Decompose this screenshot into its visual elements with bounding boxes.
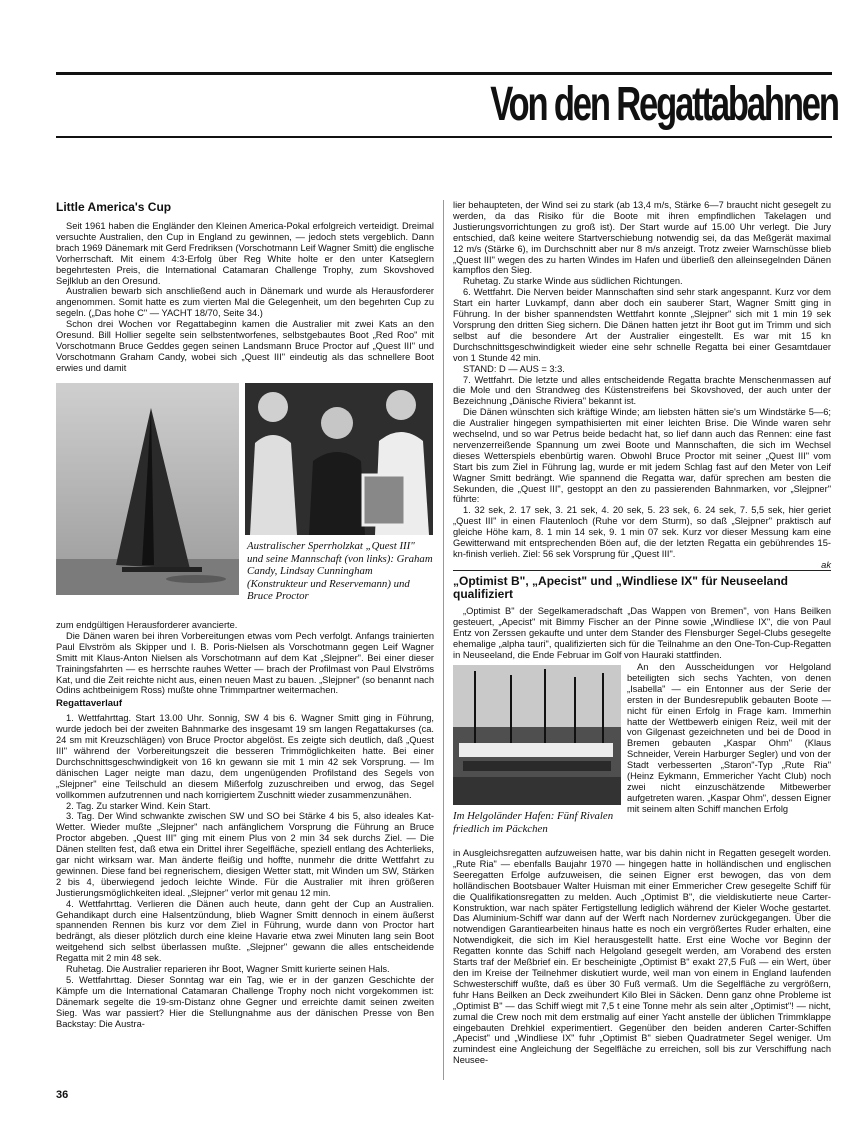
article2-side-column <box>627 662 831 815</box>
article2-title: „Optimist B", „Apecist" und „Windliese IX" für Neuseeland qualifiziert <box>453 574 789 601</box>
article1-paragraph: Australien bewarb sich anschließend auch in Dänemark und wurde als Herausforderer angenommen. Somit hatte es zum vierten Mal die Gelegenheit, um den begehrten Cup zu segeln. („Das hohe C" — YACHT 18/70, Seite 34.) <box>56 286 434 319</box>
masthead-rule-top <box>56 72 832 75</box>
article1-continued-column <box>453 200 831 571</box>
continued-paragraph: STAND: D — AUS = 3:3. <box>463 363 565 374</box>
column-divider <box>443 200 444 1080</box>
article1-paragraph: Die Dänen waren bei ihren Vorbereitungen etwas vom Pech verfolgt. Anfangs trainierten Paul Elvström als Skipper und I. B. Poris-Nielsen als Vorschotmann gegen Leif Wagner Smitt mit Klaus-Anton Nielsen als Vorschotmann auf dem Kat „Slejpner". Bei einer dieser Trainingsfahrten — es herrschte rauhes Wetter — brach der Profilmast von Paul Elvströms Kat, und die Zeit reichte nicht aus, einen neuen Mast zu bauen. „Slejpner" (so benannt nach Odins achtbeinigem Ross) mußte ohne Trimmpartner weitermachen. <box>56 630 434 696</box>
crew-portrait-photo <box>245 383 433 535</box>
article2-paragraph: „Optimist B" der Segelkameradschaft „Das Wappen von Bremen", von Hans Beilken gesteuert, „Apecist" mit Bimmy Fischer an der Pinne sowie „Windliese IX", die von Paul Entz von Zerssen gekaufte und unter dem Stander des Flensburger Segel-Clubs gesegelte ehemalige „alpha tauri", qualifizierten sich für die Teilnahme an den One-Ton-Cup-Regatten in Neuseeland, die Ende Februar im Golf von Hauraki stattfinden. <box>453 606 831 660</box>
article1-paragraph: Seit 1961 haben die Engländer den Kleinen America-Pokal erfolgreich verteidigt. Dreimal versuchte Australien, den Cup in England zu gewinnen, — jedoch stets vergeblich. Dann brach 1969 Dänemark mit Gerd Fredriksen (Vorschotmann Leif Wagner Smitt) die englische Vorherrschaft. Mit einem 4:3-Erfolg über Reg White holte er den unter Katseglern begehrtesten Preis, die International Catamaran Challenge Trophy, zum Skovshoved Sejlklub an den Oresund. <box>56 221 434 286</box>
catamaran-sailing-photo <box>56 383 239 595</box>
continued-paragraph: Ruhetag. Zu starke Winde aus südlichen Richtungen. <box>463 276 683 287</box>
helgoland-harbour-photo <box>453 665 621 805</box>
article1-photo-caption: Australischer Sperrholzkat „Quest III" und seine Mannschaft (von links): Graham Candy, Lindsay Cunningham (Konstrukteur und Reservemann) und Bruce Proctor <box>247 540 433 602</box>
continued-paragraph: Die Dänen wünschten sich kräftige Winde; am liebsten hätten sie's um Windstärke 5—6; die Australier hingegen sympathisierten mit einer leichten Brise. Die Winde waren sehr wechselnd, und so war Petrus beide bedacht hat, so lief dann auch das Rennen: eine fast nervenzerreißende Spannung um zwei Boote und Mannschaften, die sich im Wechsel dieses Wetterspiels ebenbürtig waren. Obwohl Bruce Proctor mit seiner „Quest III" vom Start bis zum Ziel in Führung lag, wurde er mit jedem Schlag fast auf den Meter von Leif Wagner Smitt bedrängt. Wie spannend die Regatta war, dafür sprechen am besten die Sekunden, die „Quest III", gestoppt an den zu passierenden Bahnmarken, vor „Slejpner" führte: <box>453 407 831 505</box>
race-paragraph: Ruhetag. Die Australier reparieren ihr Boot, Wagner Smitt kurierte seinen Hals. <box>66 964 390 975</box>
page-number: 36 <box>56 1089 69 1101</box>
article1-paragraph: Schon drei Wochen vor Regattabeginn kamen die Australier mit zwei Kats an den Oresund. Bill Hollier segelte sein selbstentworfenes, selbstgebautes Boot „Red Roo" mit Vorschotmann Bruce Geddes gegen seinen Landsmann Bruce Proctor auf „Quest III" und Vorschotmann Graham Candy, wobei sich „Quest III" eindeutig als das schnellere Boot erwies und damit <box>56 319 434 373</box>
continued-paragraph: 7. Wettfahrt. Die letzte und alles entscheidende Regatta brachte Menschenmassen auf die Mole und den Strandweg des Küstenstreifens bei Skovshoved, der auch unter der Bezeichnung „Dänische Riviera" bekannt ist. <box>453 374 831 407</box>
continued-paragraph: lier behaupteten, der Wind sei zu stark (ab 13,4 m/s, Stärke 6—7 braucht nicht gesegelt zu werden, da das Risiko für die Boote mit ihren empfindlichen Takelagen und Justierungsvorrichtungen zu groß ist). Der Start wurde auf 15.00 Uhr verlegt. Die Jury entschied, daß keine weitere Startverschiebung notwendig sei, da das Meßgerät maximal 12 m/s (Stärke 6), im Durchschnitt aber nur 8 m/s anzeigt. Trotz zweier Warnschüsse blieb „Quest III" wegen des zu harten Windes im Hafen und überließ den alleinsegelnden Dänen kampflos den Sieg. <box>453 200 831 276</box>
continued-paragraph: 1. 32 sek, 2. 17 sek, 3. 21 sek, 4. 20 sek, 5. 23 sek, 6. 24 sek, 7. 5,5 sek, hier geriet „Quest III" in einen Flautenloch (Ruhe vor dem Sturm), so daß „Slejpner" praktisch auf gleiche Höhe kam, 8. 1 min 14 sek, 9. 1 min 07 sek. Kurz vor dieser Messung kam eine Gewitterwand mit entsprechenden Böen auf, die der letzten Regatta ein gebührendes 15-kn-finish verlieh. Ziel: 56 sek Vorsprung für „Quest III". <box>453 505 831 559</box>
article2-photo-caption: Im Helgoländer Hafen: Fünf Rivalen friedlich im Päckchen <box>453 810 614 835</box>
regattaverlauf-heading: Regattaverlauf <box>56 698 122 710</box>
crew-photo-graphic <box>245 383 433 535</box>
article2-intro-column <box>453 575 831 661</box>
harbour-photo-graphic <box>453 665 621 805</box>
section-divider <box>453 570 831 571</box>
article1-paragraph: zum endgültigen Herausforderer avancierte. <box>56 620 238 630</box>
article1-author: ak <box>821 559 831 570</box>
race-paragraph: 5. Wettfahrttag. Dieser Sonntag war ein Tag, wie er in der ganzen Geschichte der Kämpfe um die International Catamaran Challenge Trophy noch nicht vorgekommen ist: Dänemark segelte die 19-sm-Distanz ohne Gegner und erreichte damit seinen zweiten Sieg. Was war passiert? Hier die Stellungnahme aus der dänischen Presse von Ben Backstay: Die Austra- <box>56 975 434 1029</box>
masthead-rule-bottom <box>56 136 832 138</box>
masthead: Von den Regattabahnen <box>490 78 838 131</box>
article1-main-column <box>56 620 434 1030</box>
article2-paragraph: An den Ausscheidungen vor Helgoland beteiligten sich sechs Yachten, von denen „Isabella" — ein Entonner aus der Serie der ersten in der Bundesrepublik gebauten Boote — nicht für einen Erfolg in Frage kam. Immerhin hatte der Wettbewerb einigen Reiz, weil mit der von Gilgenast gezeichneten und bei de Dood in Bremen gebauten „Kaspar Ohm" (Klaus Schneider, Verein Harburger Segler) und von der Stadt verbesserten „Staron"-Typ „Rute Ria" (Heinz Eykmann, Emmericher Yacht Club) noch zwei nicht einzuschätzende Mitbewerber aufgetreten waren. „Kaspar Ohm", dessen Eigner mit seinem alten Schiff manchen Erfolg <box>627 662 831 814</box>
race-paragraph: 2. Tag. Zu starker Wind. Kein Start. <box>66 800 211 811</box>
continued-paragraph: 6. Wettfahrt. Die Nerven beider Mannschaften sind sehr stark angespannt. Kurz vor dem Start ein harter Luvkampf, dann aber doch ein sauberer Start, Wagner Smitt ging in Führung. In der bisher spannendsten Wettfahrt konnte „Slejpner" sich mit 1 min 19 sek Vorsprung den dritten Sieg sichern. Die Dänen hatten jetzt ihr Boot gut im Trimm und sich selbst auf die besondere Art der Australier eingestellt. Es war mit 15 kn Durchschnittsgeschwindigkeit wieder eine sehr schnelle Regatta bei einer Gesamtdauer von 1 Stunde 42 min. <box>453 287 831 363</box>
race-paragraph: 3. Tag. Der Wind schwankte zwischen SW und SO bei Stärke 4 bis 5, also ideales Kat-Wetter. Wieder mußte „Slejpner" nach anfänglichem Vorsprung die Führung an Bruce Proctor abgeben. „Quest III" ging mit einem Plus von 2 min 34 sek durchs Ziel. — Die Dänen stellten fest, daß etwa ein Drittel ihrer Segelfläche, speziell entlang des Achterlieks, gar nicht wirksam war. Man änderte fleißig und hoffte, nunmehr die dritte Wettfahrt zu gewinnen. Diese fand bei regnerischem, diesigen Wetter statt, mit Winden um SW, Stärken 2 bis 4, überwiegend jedoch leichte Winde. Für die Australier mit ihren größeren Justierungsmöglichkeiten ideal. „Slejpner" verlor mit genau 12 min. <box>56 811 434 898</box>
article1-intro-column <box>56 200 434 374</box>
catamaran-photo-graphic <box>56 383 239 595</box>
race-paragraph: 4. Wettfahrttag. Verlieren die Dänen auch heute, dann geht der Cup an Australien. Gehandikapt durch eine Halsentzündung, blieb Wagner Smitt dennoch in einem äußerst spannenden Rennen bis kurz vor dem Ziel in Führung, wurde dann von Proctor hart bedrängt, als dieser plötzlich durch eine kleine Havarie etwa zwei Minuten lang sein Boot weitgehend sich selbst überlassen mußte. „Slejpner" gewann die alles entscheidende Regatta mit 2 min 48 sek. <box>56 898 434 964</box>
article2-paragraph: in Ausgleichsregatten aufzuweisen hatte, war bis dahin nicht in Regatten gesegelt worden. „Rute Ria" — ebenfalls Baujahr 1970 — hingegen hatte in holländischen und englischen Seeregatten Erfolge aufzuweisen, die seinen Eigner erst bewogen, das von dem holländischen Bootsbauer Walter Huisman mit einer Emmericher Crew gesegelte Schiff für die Qualifikationsregatten zu melden. Auch „Optimist B", die vieldiskutierte neue Carter-Konstruktion, war nach später Fertigstellung lediglich während der Kieler Woche gestartet. Das Aluminium-Schiff war dann auf der Werft nach Nordernev zurückgegangen. Über die notwendigen Garantiearbeiten hinaus hatte es noch ein vergrößertes Ruder erhalten, eine Notwendigkeit, die sich im Kiel herausgestellt hatte. Erst eine Woche vor Beginn der Regatten konnte das Schiff nach Helgoland gesegelt werden, am Vorabend des ersten Starts traf der Meßbrief ein. Er bescheinigte „Optimist B" exakt 27,5 Fuß — ein Wert, über den im Kreise der Teilnehmer diskutiert wurde, weil man von einem in England laufenden Schwesterschiff wußte, daß es über 30 Fuß vermaß. Um die Segelfläche zu vergrößern, fuhr Hans Beilken an Deck zweihundert Kilo Blei in Säcken. Denn ganz ohne Probleme ist „Optimist B" — das Schiff wiegt mit 7,5 t eine Tonne mehr als sein alter „Optimist"! — nicht, zumal die Crew noch mit dem erstmalig auf einer Yacht anstelle der üblichen Trimmklappe eingebauten Drehkiel experimentiert. Gegenüber den beiden anderen Carter-Schiffen „Apecist" und „Windliese IX" fuhr „Optimist B" sieben Quadratmeter Segel weniger. Um zumindest eine Angleichung der Segelfläche zu erreichen, soll bis zur Verschiffung nach Neusee- <box>453 848 831 1066</box>
race-paragraph: 1. Wettfahrttag. Start 13.00 Uhr. Sonnig, SW 4 bis 6. Wagner Smitt ging in Führung, wurde jedoch bei der zweiten Bahnmarke des insgesamt 19 sm langen Regattakurses (ca. 24 sm mit Kreuzschlägen) von Bruce Proctor abgelöst. Es zeigte sich deutlich, daß „Quest III" während der Vorbereitungszeit die besseren Trimmöglichkeiten hatte. Bei einer Durchschnittsgeschwindigkeit von 16 kn gewann sie mit 1 min 42 sek Vorsprung. — Im dänischen Lager neigte man dazu, dem ungenügenden Profilstand des Segels von „Slejpner" eine Teilschuld an diesem Mißerfolg zuzuschreiben und erwog, das Segel vollkommen aufzutrennen und nach korrigiertem Zuschnitt wieder zusammenzunähen. <box>56 713 434 800</box>
article2-main-column <box>453 848 831 1066</box>
article1-title: Little America's Cup <box>56 200 172 214</box>
